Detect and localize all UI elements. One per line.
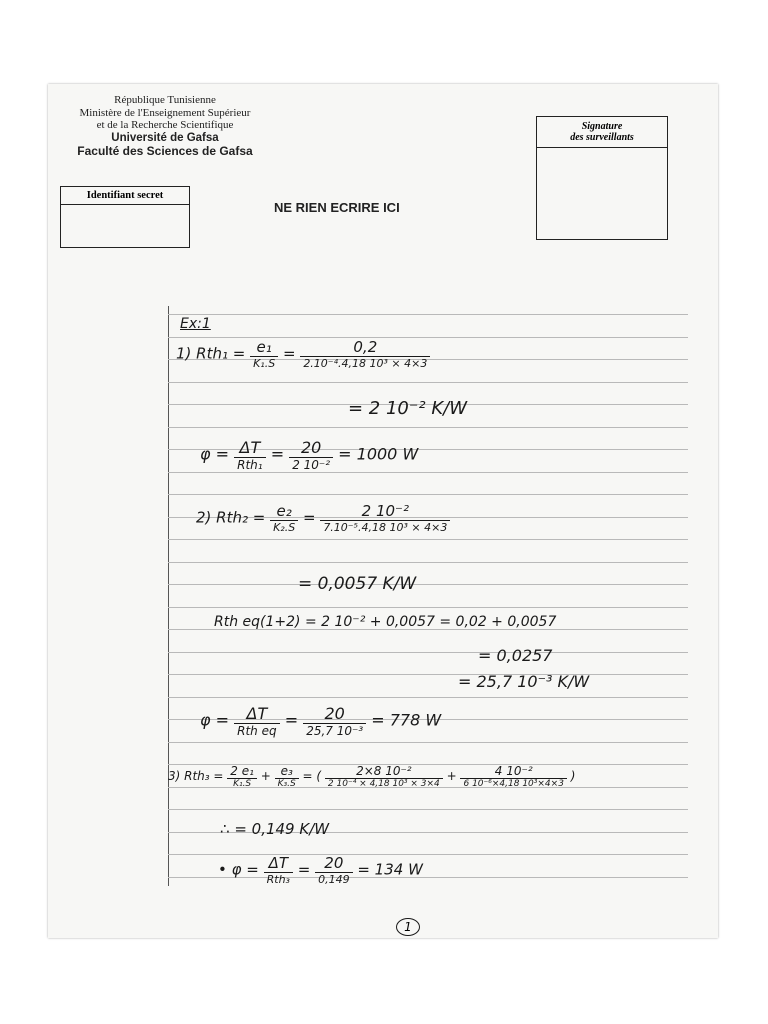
- line-prefix: • φ =: [218, 860, 264, 879]
- fraction-numerator: 20: [289, 438, 333, 458]
- line-result: = 134 W: [352, 860, 423, 879]
- fraction-denominator: K₂.S: [273, 521, 296, 534]
- fraction-numerator: ΔT: [234, 704, 279, 724]
- fraction: [264, 854, 293, 886]
- exercise-title: Ex:1: [180, 316, 211, 332]
- line-result: +: [256, 769, 275, 783]
- signature-box: [536, 116, 668, 240]
- solution-line: [196, 502, 450, 534]
- line-prefix: ∴: [220, 820, 235, 838]
- ruled-line: [168, 697, 688, 698]
- fraction: [300, 338, 430, 370]
- ruled-line: [168, 674, 688, 675]
- ruled-line: [168, 494, 688, 495]
- line-prefix: φ =: [200, 444, 235, 464]
- header-ministry: Ministère de l'Enseignement Supérieur: [79, 106, 251, 119]
- line-op: +: [442, 769, 461, 783]
- line-text: = 2 10⁻² K/W: [348, 398, 467, 419]
- fraction-numerator: 2 e₁: [227, 764, 257, 779]
- fraction-denominator: 7.10⁻⁵.4,18 10³ × 4×3: [323, 521, 448, 534]
- ruled-line: [168, 427, 688, 428]
- solution-line: [176, 338, 430, 370]
- fraction-numerator: e₃: [275, 764, 299, 779]
- header-faculty: Faculté des Sciences de Gafsa: [77, 144, 253, 159]
- fraction-denominator: Rth₁: [237, 458, 263, 472]
- ruled-line: [168, 742, 688, 743]
- solution-line: [200, 704, 441, 738]
- equals-sign: =: [278, 344, 301, 363]
- solution-line: [478, 646, 552, 665]
- header-ministry-cont: et de la Recherche Scientifique: [96, 119, 234, 132]
- solution-line: [298, 574, 416, 594]
- fraction: [275, 764, 299, 789]
- fraction-numerator: ΔT: [234, 438, 265, 458]
- line-text: Rth eq(1+2) = 2 10⁻² + 0,0057 = 0,02 + 0,0057: [214, 614, 557, 630]
- fraction: [289, 438, 333, 472]
- fraction-denominator: K₁.S: [233, 779, 252, 789]
- equals-sign: =: [292, 860, 316, 879]
- ruled-line: [168, 584, 688, 585]
- line-text: = 0,0057 K/W: [298, 574, 417, 594]
- solution-line: [458, 672, 589, 691]
- secret-id-label: Identifiant secret: [61, 187, 189, 205]
- fraction-numerator: ΔT: [264, 854, 293, 873]
- do-not-write-notice: NE RIEN ECRIRE ICI: [274, 200, 400, 215]
- fraction: [227, 764, 257, 789]
- margin-line: [168, 306, 169, 886]
- fraction-numerator: e₂: [270, 502, 298, 521]
- fraction-numerator: 2 10⁻²: [320, 502, 450, 521]
- fraction: [303, 704, 366, 738]
- signature-label-line2: des surveillants: [570, 132, 634, 143]
- line-text: = 0,0257: [478, 646, 553, 665]
- line-result: = 1000 W: [333, 444, 419, 464]
- ruled-line: [168, 382, 688, 383]
- line-text: = 25,7 10⁻³ K/W: [458, 672, 590, 691]
- ruled-line: [168, 652, 688, 653]
- fraction-denominator: K₃.S: [277, 779, 296, 789]
- header-country: République Tunisienne: [114, 94, 216, 106]
- solution-line: [218, 854, 423, 886]
- page-number: 1: [396, 918, 420, 936]
- fraction: [234, 704, 279, 738]
- ruled-line: [168, 809, 688, 810]
- signature-label-line1: Signature: [581, 121, 623, 132]
- fraction-denominator: 0,149: [318, 873, 350, 886]
- fraction: [315, 854, 353, 886]
- signature-label: [537, 117, 667, 148]
- solution-line: [214, 614, 556, 630]
- solution-line: [220, 820, 329, 838]
- solution-line: [348, 398, 467, 419]
- fraction-numerator: e₁: [250, 338, 278, 357]
- fraction-denominator: 2.10⁻⁴.4,18 10³ × 4×3: [303, 357, 428, 370]
- ruled-line: [168, 607, 688, 608]
- equals-sign: =: [298, 508, 321, 527]
- line-op: ): [566, 769, 576, 783]
- fraction-denominator: Rth₃: [266, 873, 290, 886]
- fraction-denominator: 6 10⁻⁶×4,18 10³×4×3: [463, 779, 564, 789]
- fraction: [250, 338, 278, 370]
- header-university: Université de Gafsa: [111, 131, 219, 144]
- fraction-numerator: 20: [315, 854, 353, 873]
- fraction-numerator: 0,2: [300, 338, 430, 357]
- fraction-numerator: 2×8 10⁻²: [325, 764, 443, 779]
- fraction-numerator: 20: [303, 704, 366, 724]
- institution-header: [60, 94, 270, 159]
- fraction: [234, 438, 265, 472]
- ruled-line: [168, 539, 688, 540]
- fraction-numerator: 4 10⁻²: [460, 764, 566, 779]
- fraction-denominator: 2 10⁻²: [292, 458, 331, 472]
- fraction: [460, 764, 566, 789]
- line-prefix: 3) Rth₃ =: [168, 769, 228, 783]
- fraction: [320, 502, 450, 534]
- fraction: [325, 764, 443, 789]
- solution-line: [168, 764, 575, 789]
- equals-sign: =: [265, 444, 290, 464]
- exam-sheet: [48, 84, 718, 938]
- ruled-line: [168, 562, 688, 563]
- fraction-denominator: Rth eq: [237, 724, 277, 738]
- fraction-denominator: 2 10⁻⁴ × 4,18 10³ × 3×4: [327, 779, 440, 789]
- line-text: = 0,149 K/W: [234, 820, 330, 838]
- line-prefix: φ =: [200, 710, 235, 730]
- fraction-denominator: 25,7 10⁻³: [306, 724, 364, 738]
- line-result: = 778 W: [366, 710, 442, 730]
- fraction-denominator: K₁.S: [253, 357, 276, 370]
- equals-sign: =: [279, 710, 304, 730]
- line-op: = (: [298, 769, 325, 783]
- secret-id-box: [60, 186, 190, 248]
- fraction: [270, 502, 298, 534]
- ruled-line: [168, 314, 688, 315]
- line-prefix: 2) Rth₂ =: [196, 508, 271, 527]
- solution-line: [200, 438, 418, 472]
- line-prefix: 1) Rth₁ =: [176, 344, 251, 363]
